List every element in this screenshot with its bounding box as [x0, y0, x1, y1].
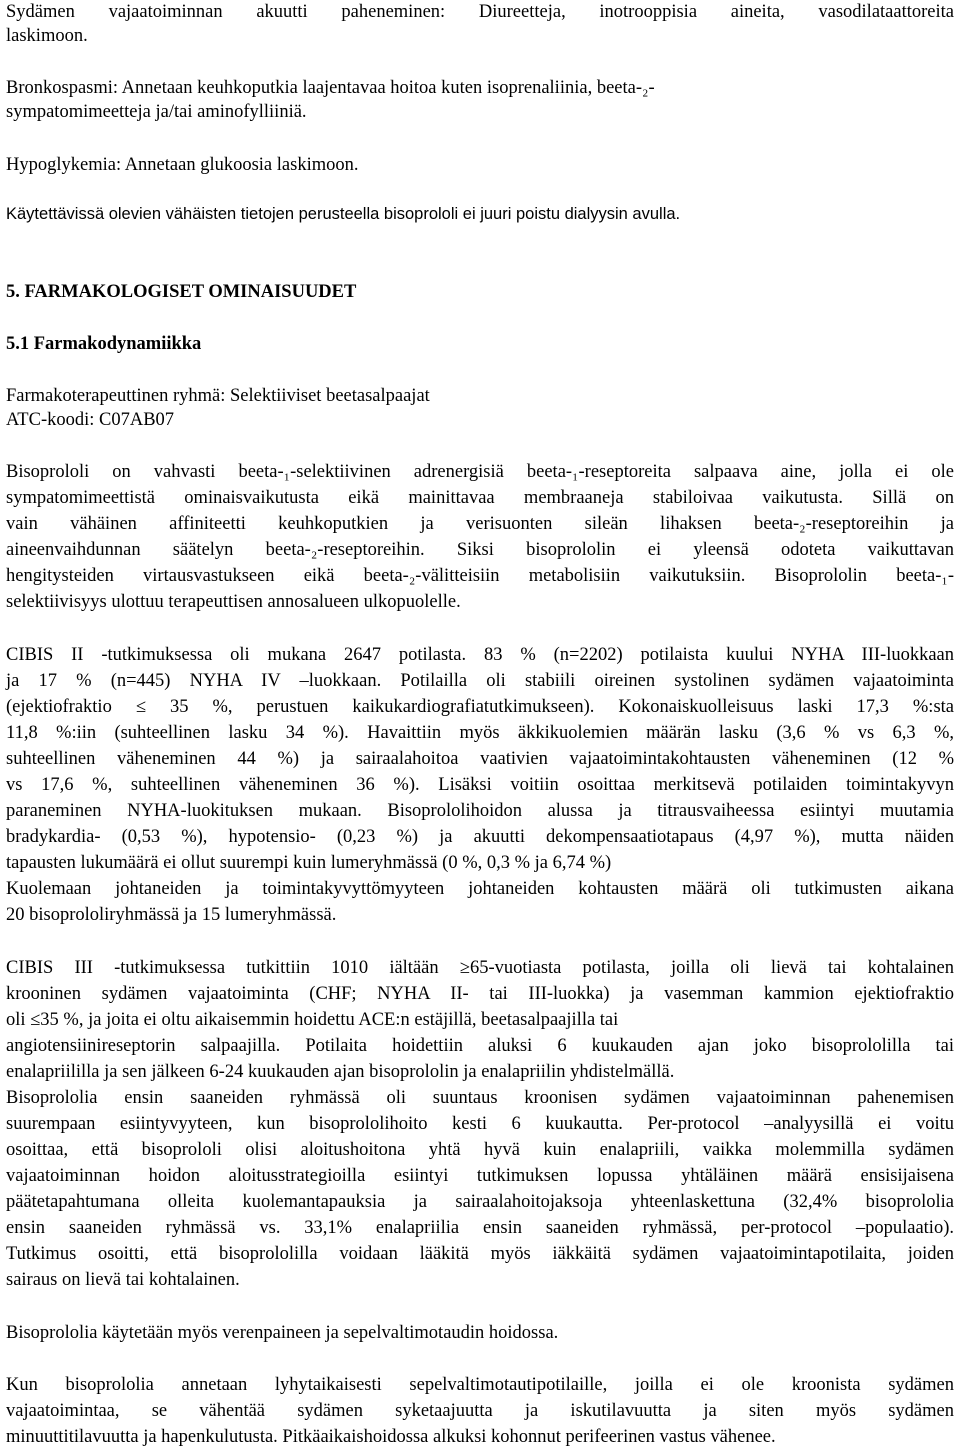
text-line: suurempaan esiintyvyyteen, kun bisoprololihoito kesti 6 kuukautta. Per-protocol –analyysillä ei voitu [6, 1114, 954, 1134]
text-line: osoittaa, että bisoprololi olisi aloitushoitona yhtä hyvä kuin enalapriili, vaikka molemmilla sydämen [6, 1140, 954, 1160]
text-line: sairaus on lievä tai kohtalainen. [6, 1270, 240, 1290]
text-line: Käytettävissä olevien vähäisten tietojen perusteella bisoprololi ei juuri poistu dialyysin avulla. [6, 205, 681, 223]
text-line: minuuttitilavuutta ja hapenkulutusta. Pitkäaikaishoidossa alkuksi kohonnut perifeerinen vastus vähenee. [6, 1427, 776, 1447]
text-line: Bisoprololi on vahvasti beeta-₁-selektiivinen adrenergisiä beeta-₁-reseptoreita salpaava aine, jolla ei ole [6, 462, 954, 482]
text-line: päätetapahtumana olleita kuolemantapauksia ja sairaalahoitojaksoja yhteenlaskettuna (32,4% bisoprololia [6, 1192, 954, 1212]
text-line: vajaatoiminnan hoidon aloitusstrategioilla esiintyi tutkimuksen lopussa yhtäläinen määrä ensisijaisena [6, 1166, 954, 1186]
text-line: vain vähäinen affiniteetti keuhkoputkien ja verisuonten sileän lihaksen beeta-₂-reseptoreihin ja [6, 514, 954, 534]
text-line: ensin saaneiden ryhmässä vs. 33,1% enalapriilia ensin saaneiden ryhmässä, per-protocol –populaatio). [6, 1218, 954, 1238]
text-line: aineenvaihdunnan säätelyn beeta-₂-reseptoreihin. Siksi bisoprololin ei yleensä odoteta vaikuttavan [6, 540, 954, 560]
text-line: 20 bisoprololiryhmässä ja 15 lumeryhmässä. [6, 905, 337, 925]
text-line: Sydämen vajaatoiminnan akuutti paheneminen: Diureetteja, inotrooppisia aineita, vasodilataattoreita [6, 2, 954, 22]
text-line: CIBIS II -tutkimuksessa oli mukana 2647 potilasta. 83 % (n=2202) potilaista kuului NYHA III-luokkaan [6, 645, 954, 665]
text-line: paraneminen NYHA-luokituksen mukaan. Bisoprololihoidon alussa ja titrausvaiheessa esiintyi muutamia [6, 801, 954, 821]
text-line: (ejektiofraktio ≤ 35 %, perustuen kaikukardiografiatutkimukseen). Kokonaiskuolleisuus laski 17,3 %:sta [6, 697, 954, 717]
text-line: CIBIS III -tutkimuksessa tutkittiin 1010 iältään ≥65-vuotiasta potilasta, joilla oli lievä tai kohtalainen [6, 958, 954, 978]
text-line: Kun bisoprololia annetaan lyhytaikaisesti sepelvaltimotautipotilaille, joilla ei ole kroonista sydämen [6, 1375, 954, 1395]
section-heading: 5. FARMAKOLOGISET OMINAISUUDET [6, 282, 357, 302]
text-line: vs 17,6 %, suhteellinen väheneminen 36 %). Lisäksi voitiin osoittaa merkitsevä potilaiden toimintakyvyn [6, 775, 954, 795]
text-line: Bisoprololia ensin saaneiden ryhmässä oli suuntaus kroonisen sydämen vajaatoiminnan pahenemisen [6, 1088, 954, 1108]
text-line: Kuolemaan johtaneiden ja toimintakyvyttömyyteen johtaneiden kohtausten määrä oli tutkimusten aikana [6, 879, 954, 899]
text-line: Farmakoterapeuttinen ryhmä: Selektiiviset beetasalpaajat [6, 386, 430, 406]
text-line: selektiivisyys ulottuu terapeuttisen annosalueen ulkopuolelle. [6, 592, 461, 612]
text-line: bradykardia- (0,53 %), hypotensio- (0,23 %) ja akuutti dekompensaatiotapaus (4,97 %), mutta näiden [6, 827, 954, 847]
text-line: angiotensiinireseptorin salpaajilla. Potilaita hoidettiin aluksi 6 kuukauden ajan joko bisoprololilla tai [6, 1036, 954, 1056]
text-line: Bronkospasmi: Annetaan keuhkoputkia laajentavaa hoitoa kuten isoprenaliinia, beeta-₂- [6, 78, 655, 98]
text-line: Tutkimus osoitti, että bisoprololilla voidaan lääkitä myös iäkkäitä sydämen vajaatoimintapotilaita, joiden [6, 1244, 954, 1264]
text-line: krooninen sydämen vajaatoiminta (CHF; NYHA II- tai III-luokka) ja vasemman kammion ejektiofraktio [6, 984, 954, 1004]
text-line: sympatomimeetteja ja/tai aminofylliiniä. [6, 102, 307, 122]
text-line: vajaatoimintaa, se vähentää sydämen syketaajuutta ja iskutilavuutta ja siten myös sydämen [6, 1401, 954, 1421]
text-line: oli ≤35 %, ja joita ei oltu aikaisemmin hoidettu ACE:n estäjillä, beetasalpaajilla tai [6, 1010, 619, 1030]
text-line: Bisoprololia käytetään myös verenpaineen ja sepelvaltimotaudin hoidossa. [6, 1323, 559, 1343]
text-line: ATC-koodi: C07AB07 [6, 410, 175, 430]
text-line: sympatomimeettistä ominaisvaikutusta eikä mainittavaa membraaneja stabiloivaa vaikutusta. Sillä on [6, 488, 954, 508]
text-line: laskimoon. [6, 26, 88, 46]
text-line: 11,8 %:iin (suhteellinen lasku 34 %). Havaittiin myös äkkikuolemien määrän lasku (3,6 % vs 6,3 %, [6, 723, 954, 743]
text-line: suhteellinen väheneminen 44 %) ja sairaalahoitoa vaativien vajaatoimintakohtausten väheneminen (12 % [6, 749, 954, 769]
text-line: hengitysteiden virtausvastukseen eikä beeta-₂-välitteisiin metabolisiin vaikutuksiin. Bisoprololin beeta-₁- [6, 566, 954, 586]
text-line: Hypoglykemia: Annetaan glukoosia laskimoon. [6, 155, 359, 175]
text-line: tapausten lukumäärä ei ollut suurempi kuin lumeryhmässä (0 %, 0,3 % ja 6,74 %) [6, 853, 612, 873]
subsection-heading: 5.1 Farmakodynamiikka [6, 334, 202, 354]
text-line: enalapriililla ja sen jälkeen 6-24 kuukauden ajan bisoprololin ja enalapriilin yhdistelmällä. [6, 1062, 675, 1082]
text-line: ja 17 % (n=445) NYHA IV –luokkaan. Potilailla oli stabiili oireinen systolinen sydämen vajaatoiminta [6, 671, 954, 691]
